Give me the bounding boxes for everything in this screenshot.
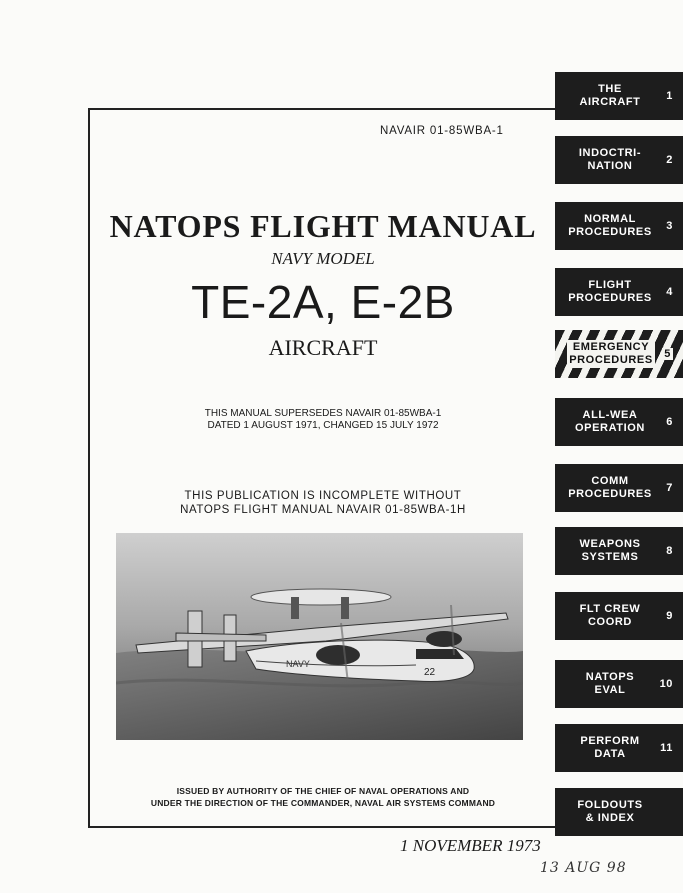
incomplete-notice	[90, 489, 556, 517]
tab-label-line-1: COMM	[591, 475, 629, 487]
tab-label-line-1: NORMAL	[584, 213, 636, 225]
tab-number: 1	[666, 90, 673, 102]
tab-label-line-2: & INDEX	[585, 812, 635, 824]
tab-emergency-procedures[interactable]	[555, 330, 683, 378]
tab-comm-procedures[interactable]	[555, 464, 683, 512]
tab-label-line-2: NATION	[587, 160, 633, 172]
aircraft-label: AIRCRAFT	[268, 335, 378, 360]
tab-natops-eval[interactable]	[555, 660, 683, 708]
tab-label-line-1: ALL-WEA	[582, 409, 638, 421]
side-number: 22	[424, 667, 436, 678]
tab-label-line-1: FOLDOUTS	[577, 799, 643, 811]
tab-label-line-1: WEAPONS	[579, 538, 641, 550]
supersedes-line-1: THIS MANUAL SUPERSEDES NAVAIR 01-85WBA-1	[204, 408, 442, 419]
tab-number: 5	[664, 348, 671, 360]
tab-number: 3	[666, 220, 673, 232]
tab-label-line-2: PROCEDURES	[568, 226, 652, 238]
tab-flt-crew-coord[interactable]	[555, 592, 683, 640]
aircraft-photo	[116, 533, 523, 740]
fuselage-marking: NAVY	[286, 659, 310, 669]
issue-date: 1 NOVEMBER 1973	[400, 836, 541, 855]
supersedes-notice	[90, 408, 556, 432]
tab-number: 10	[659, 678, 673, 690]
tab-label-line-1: PERFORM	[580, 735, 640, 747]
tab-indoctrination[interactable]	[555, 136, 683, 184]
manual-title: NATOPS FLIGHT MANUAL	[109, 208, 537, 244]
tab-label-line-2: PROCEDURES	[568, 292, 652, 304]
tab-label-line-2: SYSTEMS	[581, 551, 639, 563]
tab-label-line-2: PROCEDURES	[569, 354, 653, 366]
tab-label-line-1: EMERGENCY	[572, 341, 650, 353]
tab-normal-procedures[interactable]	[555, 202, 683, 250]
tab-number: 7	[666, 482, 673, 494]
tab-number: 6	[666, 416, 673, 428]
tab-label-line-2: COORD	[588, 616, 632, 628]
aircraft-model: TE-2A, E-2B	[191, 276, 455, 328]
manual-subtitle: NAVY MODEL	[271, 249, 375, 268]
tab-label-line-2: OPERATION	[575, 422, 645, 434]
tab-number: 9	[666, 610, 673, 622]
tab-number: 4	[666, 286, 673, 298]
tab-label-line-2: DATA	[594, 748, 626, 760]
handwritten-annotation: 13 AUG 98	[540, 860, 627, 876]
incomplete-line-2: NATOPS FLIGHT MANUAL NAVAIR 01-85WBA-1H	[180, 504, 466, 516]
tab-weapons-systems[interactable]	[555, 527, 683, 575]
tab-all-wea-operation[interactable]	[555, 398, 683, 446]
authority-notice	[90, 785, 556, 809]
tab-label-line-1: FLIGHT	[588, 279, 632, 291]
authority-line-2: UNDER THE DIRECTION OF THE COMMANDER, NAVAL AIR SYSTEMS COMMAND	[150, 798, 496, 808]
tab-perform-data[interactable]	[555, 724, 683, 772]
tab-label-line-2: EVAL	[594, 684, 626, 696]
tab-label-line-2: PROCEDURES	[568, 488, 652, 500]
tab-number: 8	[666, 545, 673, 557]
tab-number: 2	[666, 154, 673, 166]
tab-label-line-1: FLT CREW	[579, 603, 641, 615]
incomplete-line-1: THIS PUBLICATION IS INCOMPLETE WITHOUT	[184, 490, 462, 502]
tab-label-line-1: THE	[598, 83, 622, 95]
e2-hawkeye-photo	[116, 533, 523, 740]
authority-line-1: ISSUED BY AUTHORITY OF THE CHIEF OF NAVAL OPERATIONS AND	[176, 786, 470, 796]
tab-label-line-1: INDOCTRI-	[578, 147, 642, 159]
tab-label-line-2: AIRCRAFT	[579, 96, 641, 108]
tab-the-aircraft[interactable]	[555, 72, 683, 120]
tab-foldouts-index[interactable]	[555, 788, 683, 836]
tab-number: 11	[660, 742, 673, 754]
document-number: NAVAIR 01-85WBA-1	[380, 125, 504, 137]
tab-flight-procedures[interactable]	[555, 268, 683, 316]
tab-label-line-1: NATOPS	[585, 671, 635, 683]
supersedes-line-2: DATED 1 AUGUST 1971, CHANGED 15 JULY 1972	[207, 420, 439, 431]
